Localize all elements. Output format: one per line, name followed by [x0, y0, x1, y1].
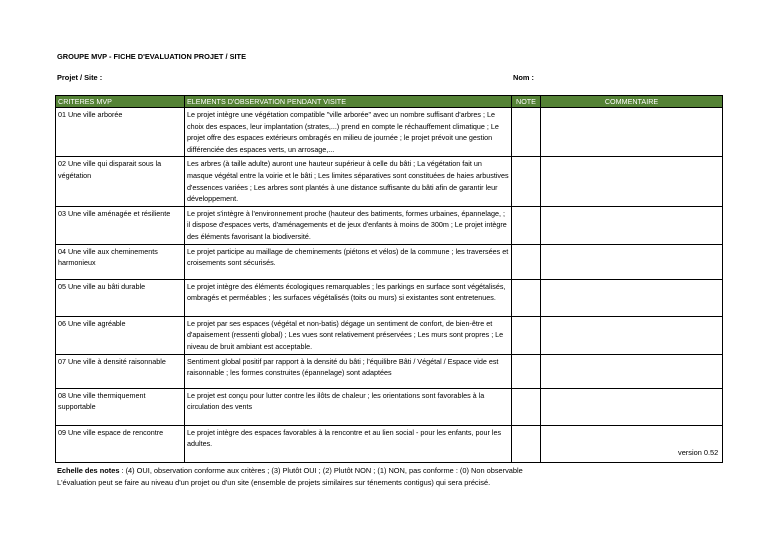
criterion-cell: 09 Une ville espace de rencontre	[56, 425, 185, 462]
comment-cell[interactable]	[541, 354, 723, 388]
evaluation-note: L'évaluation peut se faire au niveau d'un projet ou d'un site (ensemble de projets similaires sur ténements contigus) qui sera précisé.	[57, 478, 491, 487]
form-title: GROUPE MVP - FICHE D'EVALUATION PROJET / SITE	[57, 52, 247, 61]
table-row	[56, 244, 723, 279]
table-row	[56, 157, 723, 206]
table-row	[56, 279, 723, 316]
note-cell[interactable]	[512, 108, 541, 157]
criterion-cell: 06 Une ville agréable	[56, 316, 185, 354]
table-row	[56, 425, 723, 462]
table-header-row	[56, 96, 723, 108]
note-cell[interactable]	[512, 279, 541, 316]
scale-line	[57, 465, 523, 477]
elements-cell: Le projet par ses espaces (végétal et non-batis) dégage un sentiment de confort, de bien-être et d'apaisement (ressenti global) ; Les vues sont relativement préservées ; Les murs sont propres ; Le niveau de bruit ambiant est acceptable.	[185, 316, 512, 354]
elements-cell: Le projet intègre des éléments écologiques remarquables ; les parkings en surface sont végétalisés, ombragés et perméables ; les surfaces végétalisés (toits ou murs) si existantes sont entretenues.	[185, 279, 512, 316]
criterion-cell: 02 Une ville qui disparait sous la végétation	[56, 157, 185, 206]
elements-cell: Le projet participe au maillage de cheminements (piétons et vélos) de la commune ; les traversées et croisements sont sécurisés.	[185, 244, 512, 279]
elements-cell: Le projet s'intègre à l'environnement proche (hauteur des batiments, formes urbaines, épannelage, ; il dispose d'espaces verts, d'aménagements et de jeux d'enfants à moins de 300m ; Le projet intègre des éléments favorisant la biodiversité.	[185, 206, 512, 244]
column-header-comment: COMMENTAIRE	[541, 96, 723, 108]
scale-label: Echelle des notes	[57, 466, 120, 475]
comment-cell[interactable]	[541, 316, 723, 354]
criterion-cell: 07 Une ville à densité raisonnable	[56, 354, 185, 388]
comment-cell[interactable]	[541, 157, 723, 206]
note-cell[interactable]	[512, 244, 541, 279]
criterion-cell: 08 Une ville thermiquement supportable	[56, 388, 185, 425]
note-cell[interactable]	[512, 316, 541, 354]
table-row	[56, 108, 723, 157]
criterion-cell: 04 Une ville aux cheminements harmonieux	[56, 244, 185, 279]
project-site-label: Projet / Site :	[57, 73, 103, 82]
criterion-cell: 01 Une ville arborée	[56, 108, 185, 157]
note-cell[interactable]	[512, 388, 541, 425]
table-row	[56, 206, 723, 244]
evaluation-table	[55, 95, 723, 463]
elements-cell: Le projet intègre des espaces favorables à la rencontre et au lien social - pour les enfants, pour les adultes.	[185, 425, 512, 462]
scoring-notes	[57, 465, 523, 489]
table-row	[56, 388, 723, 425]
version-label: version 0.52	[678, 448, 719, 457]
column-header-criteria: CRITERES MVP	[56, 96, 185, 108]
table-row	[56, 354, 723, 388]
criterion-cell: 05 Une ville au bâti durable	[56, 279, 185, 316]
note-cell[interactable]	[512, 425, 541, 462]
column-header-elements: ELEMENTS D'OBSERVATION PENDANT VISITE	[185, 96, 512, 108]
note-cell[interactable]	[512, 157, 541, 206]
scale-text: : (4) OUI, observation conforme aux critères ; (3) Plutôt OUI ; (2) Plutôt NON ; (1) NON, pas conforme : (0) Non observable	[119, 466, 523, 475]
comment-cell[interactable]	[541, 206, 723, 244]
note-cell[interactable]	[512, 206, 541, 244]
comment-cell[interactable]	[541, 388, 723, 425]
comment-cell[interactable]	[541, 244, 723, 279]
elements-cell: Le projet intègre une végétation compatible "ville arborée" avec un nombre suffisant d'arbres ; Le choix des espaces, leur implantation (strates,...) prend en compte le réchauffement climatique ; Le projet offre des espaces extérieurs ombragés en milieu de journée ; le projet prévoit une gestion différenciée des espaces verts, un arrosage,...	[185, 108, 512, 157]
criterion-cell: 03 Une ville aménagée et résiliente	[56, 206, 185, 244]
comment-cell[interactable]	[541, 279, 723, 316]
elements-cell: Le projet est conçu pour lutter contre les ilôts de chaleur ; les orientations sont favorables à la circulation des vents	[185, 388, 512, 425]
column-header-note: NOTE	[512, 96, 541, 108]
comment-cell[interactable]	[541, 108, 723, 157]
table-row	[56, 316, 723, 354]
elements-cell: Sentiment global positif par rapport à la densité du bâti ; l'équilibre Bâti / Végétal / Espace vide est raisonnable ; les formes construites (épannelage) sont adaptées	[185, 354, 512, 388]
elements-cell: Les arbres (à taille adulte) auront une hauteur supérieur à celle du bâti ; La végétation fait un masque végétal entre la voirie et le bâti ; Les limites séparatives sont constituées de haies arbustives d'essences variées ; Les arbres sont plantés à une distance suffisante du bâti afin de garantir leur développement.	[185, 157, 512, 206]
name-label: Nom :	[513, 73, 534, 82]
note-cell[interactable]	[512, 354, 541, 388]
